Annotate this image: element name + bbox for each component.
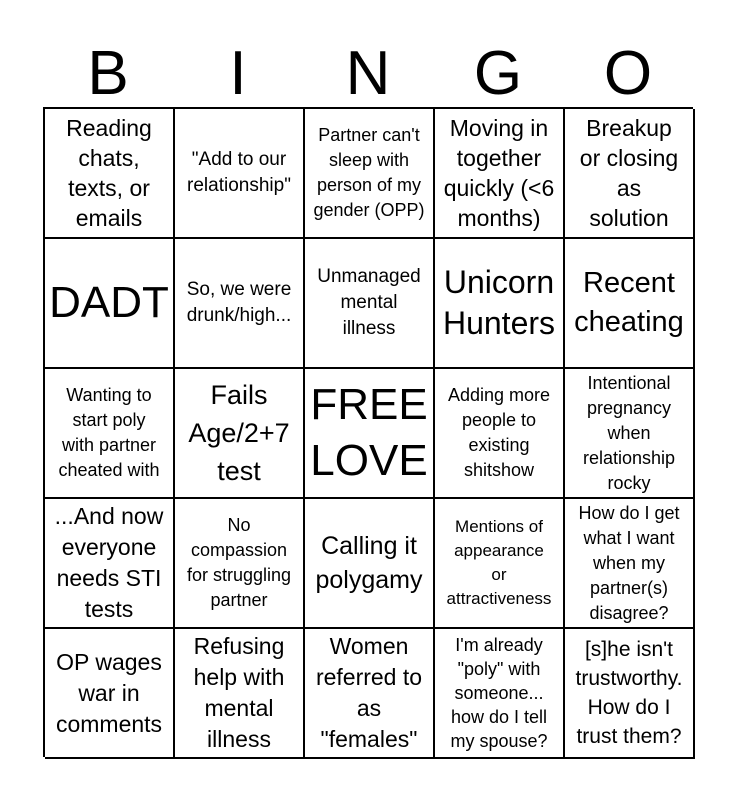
bingo-square-text: Unicorn Hunters: [442, 264, 556, 341]
bingo-square-text: Moving in together quickly (<6 months): [443, 115, 555, 231]
bingo-square-text: Wanting to start poly with partner cheated with: [58, 385, 160, 480]
bingo-square[interactable]: [435, 109, 565, 239]
bingo-square[interactable]: [565, 499, 695, 629]
bingo-square[interactable]: [435, 369, 565, 499]
bingo-square-text: Unmanaged mental illness: [317, 266, 421, 339]
bingo-square[interactable]: [175, 239, 305, 369]
bingo-square-text: How do I get what I want when my partner(s) disagree?: [578, 502, 680, 623]
bingo-square[interactable]: [435, 499, 565, 629]
bingo-square-text: Mentions of appearance or attractiveness: [446, 517, 552, 608]
bingo-square-text: Recent cheating: [574, 267, 684, 338]
bingo-square-text: [s]he isn't trustworthy. How do I trust them?: [575, 638, 683, 748]
bingo-square[interactable]: [305, 629, 435, 759]
bingo-square-text: No compassion for struggling partner: [186, 515, 292, 610]
bingo-square-text: Intentional pregnancy when relationship rocky: [582, 372, 676, 493]
header-letter-i: I: [229, 39, 247, 108]
bingo-square[interactable]: [45, 109, 175, 239]
bingo-square-text: I'm already "poly" with someone... how do I tell my spouse?: [450, 635, 548, 751]
header-letter-b: B: [87, 39, 129, 108]
bingo-square-text: Refusing help with mental illness: [193, 633, 285, 752]
bingo-square[interactable]: [565, 629, 695, 759]
bingo-square[interactable]: [45, 239, 175, 369]
bingo-square[interactable]: [175, 369, 305, 499]
bingo-square-text: ...And now everyone needs STI tests: [54, 503, 164, 622]
header-letter-n: N: [345, 39, 391, 108]
bingo-square[interactable]: [305, 239, 435, 369]
bingo-square[interactable]: [305, 369, 435, 499]
bingo-square[interactable]: [45, 499, 175, 629]
bingo-square[interactable]: [435, 239, 565, 369]
bingo-square[interactable]: [175, 109, 305, 239]
bingo-square[interactable]: [565, 109, 695, 239]
header-letter-g: G: [473, 39, 523, 108]
bingo-header: [43, 40, 693, 108]
bingo-square-text: OP wages war in comments: [55, 648, 163, 737]
bingo-square[interactable]: [305, 109, 435, 239]
bingo-square[interactable]: [45, 369, 175, 499]
bingo-square[interactable]: [175, 499, 305, 629]
bingo-square[interactable]: [305, 499, 435, 629]
bingo-square[interactable]: [175, 629, 305, 759]
header-letter-o: O: [603, 39, 653, 108]
bingo-square-text: So, we were drunk/high...: [186, 279, 292, 326]
bingo-square[interactable]: [565, 369, 695, 499]
bingo-square-text: DADT: [49, 278, 169, 327]
bingo-square-text: FREE LOVE: [310, 380, 428, 485]
bingo-square-text: Reading chats, texts, or emails: [66, 115, 152, 231]
bingo-square-text: "Add to our relationship": [187, 149, 291, 196]
bingo-square[interactable]: [435, 629, 565, 759]
bingo-square-text: Women referred to as "females": [315, 633, 423, 752]
bingo-square-text: Fails Age/2+7 test: [188, 380, 290, 486]
bingo-square[interactable]: [565, 239, 695, 369]
bingo-square-text: Calling it polygamy: [315, 532, 423, 594]
bingo-square-text: Breakup or closing as solution: [579, 115, 679, 231]
bingo-card-grid: [43, 107, 693, 757]
bingo-square-text: Partner can't sleep with person of my gender (OPP): [313, 125, 425, 220]
bingo-square[interactable]: [45, 629, 175, 759]
bingo-square-text: Adding more people to existing shitshow: [447, 385, 551, 480]
